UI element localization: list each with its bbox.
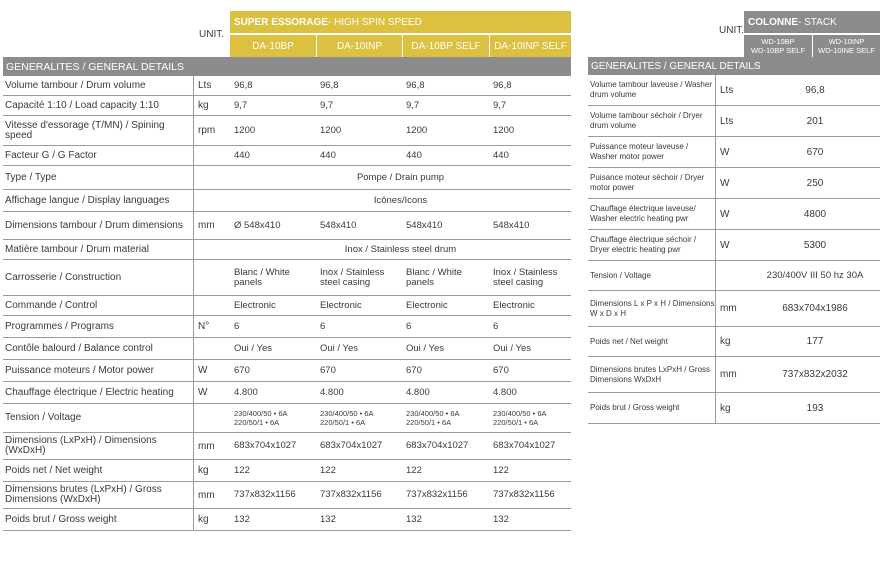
spec-value: 230/400/50 • 6A 220/50/1 • 6A xyxy=(320,409,374,427)
table-row xyxy=(588,291,880,327)
range-title-rest: - HIGH SPIN SPEED xyxy=(327,16,422,28)
spec-label: Chauffage électrique séchoir / Dryer electric heating pwr xyxy=(590,235,697,254)
spec-value: 440 xyxy=(320,149,336,161)
spec-value: Oui / Yes xyxy=(320,342,359,354)
spec-value: Oui / Yes xyxy=(406,342,445,354)
spec-value: 122 xyxy=(406,464,422,476)
spec-value: 683x704x1027 xyxy=(406,440,469,451)
spec-value: 670 xyxy=(406,364,422,376)
spec-label: Poids net / Net weight xyxy=(5,464,103,476)
spec-value: 548x410 xyxy=(320,219,357,231)
table-row xyxy=(3,116,571,146)
spec-value: 230/400/50 • 6A 220/50/1 • 6A xyxy=(493,409,547,427)
spec-table-stack xyxy=(588,11,880,424)
spec-value: 737x832x1156 xyxy=(406,489,468,500)
spec-unit: mm xyxy=(193,212,230,239)
table-row xyxy=(3,96,571,116)
spec-value: 440 xyxy=(406,149,422,161)
spec-label: Contôle balourd / Balance control xyxy=(5,342,153,354)
table-row xyxy=(588,230,880,261)
spec-value: 96,8 xyxy=(234,79,253,91)
spec-unit: W xyxy=(715,168,750,198)
table-row xyxy=(3,509,571,531)
spec-value: 737x832x1156 xyxy=(320,489,382,500)
spec-value: 683x704x1027 xyxy=(493,440,556,451)
spec-unit: N° xyxy=(193,316,230,337)
spec-rows xyxy=(3,76,571,531)
spec-value: 6 xyxy=(493,320,499,332)
spec-label: Dimensions (LxPxH) / Dimensions (WxDxH) xyxy=(5,435,157,456)
spec-value: Blanc / White panels xyxy=(406,266,462,288)
spec-label: Volume tambour laveuse / Washer drum volume xyxy=(590,80,712,99)
spec-value: 132 xyxy=(234,513,250,525)
spec-value: 670 xyxy=(320,364,336,376)
spec-value: 5300 xyxy=(803,239,827,251)
spec-value: 440 xyxy=(493,149,509,161)
spec-value: 96,8 xyxy=(493,79,512,91)
spec-value: 670 xyxy=(493,364,509,376)
table-row xyxy=(588,168,880,199)
spec-value: 122 xyxy=(320,464,336,476)
spec-value: Electronic xyxy=(493,299,535,311)
spec-value-all-models: Icônes/Icons xyxy=(373,195,428,206)
range-title-bold: SUPER ESSORAGE xyxy=(234,16,328,28)
spec-value: 122 xyxy=(493,464,509,476)
table-header xyxy=(3,11,571,57)
spec-value: 1200 xyxy=(320,124,342,136)
table-row xyxy=(3,360,571,382)
spec-unit: W xyxy=(715,137,750,167)
spec-label: Chauffage électrique / Electric heating xyxy=(5,386,174,398)
spec-label: Programmes / Programs xyxy=(5,320,114,332)
model-name: WD-10BP SELF xyxy=(750,46,806,55)
table-row xyxy=(3,296,571,316)
spec-value: 737x832x2032 xyxy=(782,369,848,380)
model-header xyxy=(744,35,812,57)
table-row xyxy=(588,327,880,357)
model-header-row xyxy=(230,35,571,57)
spec-label: Affichage langue / Display languages xyxy=(5,194,170,206)
spec-unit xyxy=(193,404,230,432)
spec-label: Dimensions L x P x H / Dimensions W x D x H xyxy=(590,298,715,318)
table-row xyxy=(3,482,571,509)
spec-unit: mm xyxy=(715,291,750,326)
spec-value: 6 xyxy=(406,320,412,332)
model-header: DA-10INP xyxy=(316,35,402,57)
section-header: GENERALITES / GENERAL DETAILS xyxy=(588,57,880,75)
range-title xyxy=(744,11,880,33)
model-header xyxy=(812,35,880,57)
spec-label: Tension / Voltage xyxy=(5,412,82,423)
spec-label: Type / Type xyxy=(5,171,57,183)
table-row xyxy=(3,212,571,240)
spec-unit: W xyxy=(715,230,750,260)
spec-value: 230/400V III 50 hz 30A xyxy=(766,270,864,281)
spec-unit xyxy=(193,260,230,295)
spec-unit xyxy=(193,190,230,211)
spec-unit: mm xyxy=(193,433,230,459)
spec-label: Vitesse d'essorage (T/MN) / Spining speed xyxy=(5,119,165,141)
spec-value: 4.800 xyxy=(406,386,430,398)
spec-label: Puisance moteur séchoir / Dryer motor power xyxy=(590,173,705,192)
spec-unit xyxy=(193,296,230,315)
spec-label: Poids brut / Gross weight xyxy=(5,513,117,525)
spec-value: 6 xyxy=(234,320,240,332)
spec-value-all-models: Pompe / Drain pump xyxy=(356,172,445,183)
table-row xyxy=(588,106,880,137)
spec-label: Chauffage électrique laveuse/ Washer electric heating pwr xyxy=(590,204,696,223)
model-name: WD-10INE SELF xyxy=(818,46,875,55)
spec-value: Electronic xyxy=(234,299,276,311)
spec-value: 548x410 xyxy=(493,219,530,231)
spec-value: 4.800 xyxy=(234,386,258,398)
spec-value: 683x704x1027 xyxy=(320,440,383,451)
spec-label: Poids net / Net weight xyxy=(590,336,668,346)
section-header: GENERALITES / GENERAL DETAILS xyxy=(3,57,571,76)
spec-value: 132 xyxy=(493,513,509,525)
spec-label: Puissance moteurs / Motor power xyxy=(5,364,154,376)
table-row xyxy=(3,240,571,260)
spec-unit: W xyxy=(715,199,750,229)
spec-unit xyxy=(715,261,750,290)
spec-label: Commande / Control xyxy=(5,299,98,311)
spec-rows xyxy=(588,75,880,424)
spec-value: 670 xyxy=(234,364,250,376)
table-row xyxy=(3,316,571,338)
spec-value: 230/400/50 • 6A 220/50/1 • 6A xyxy=(234,409,288,427)
spec-value: 96,8 xyxy=(320,79,339,91)
spec-unit: W xyxy=(193,360,230,381)
table-row xyxy=(588,393,880,424)
spec-value: 132 xyxy=(406,513,422,525)
spec-label: Poids brut / Gross weight xyxy=(590,403,680,412)
spec-value: 96,8 xyxy=(406,79,425,91)
spec-value: 683x704x1986 xyxy=(782,303,848,314)
spec-value: Electronic xyxy=(320,299,362,311)
table-row xyxy=(3,146,571,166)
table-row xyxy=(3,166,571,190)
spec-value: 440 xyxy=(234,149,250,161)
spec-value: 4.800 xyxy=(320,386,344,398)
table-row xyxy=(3,382,571,404)
model-name: WD-10INP xyxy=(828,37,865,46)
spec-value: Ø 548x410 xyxy=(234,219,281,231)
spec-value: 193 xyxy=(806,402,824,414)
table-row xyxy=(588,75,880,106)
spec-label: Dimensions brutes (LxPxH) / Gross Dimensions (WxDxH) xyxy=(5,484,162,505)
spec-label: Tension / Voltage xyxy=(590,270,651,280)
range-title-bold: COLONNE xyxy=(748,16,798,28)
table-row xyxy=(588,199,880,230)
spec-value: 122 xyxy=(234,464,250,476)
table-row xyxy=(3,404,571,433)
spec-value: 9,7 xyxy=(406,99,420,111)
spec-value: 177 xyxy=(806,336,824,347)
table-row xyxy=(3,460,571,482)
spec-unit: mm xyxy=(715,357,750,392)
spec-value: 1200 xyxy=(406,124,428,136)
spec-value: 9,7 xyxy=(234,99,248,111)
table-row xyxy=(3,260,571,296)
unit-column-header: UNIT. xyxy=(199,28,224,40)
spec-unit xyxy=(193,240,230,259)
spec-label: Capacité 1:10 / Load capacity 1:10 xyxy=(5,99,159,111)
spec-unit: Lts xyxy=(193,76,230,95)
spec-value: 670 xyxy=(806,146,824,158)
spec-table-high-spin xyxy=(3,11,571,531)
table-row xyxy=(3,433,571,460)
spec-label: Volume tambour séchoir / Dryer drum volume xyxy=(590,111,703,130)
range-title xyxy=(230,11,571,33)
table-row xyxy=(588,137,880,168)
spec-unit: kg xyxy=(193,460,230,481)
model-header: DA-10BP xyxy=(230,35,316,57)
model-name: WD-10BP xyxy=(761,37,795,46)
spec-value: 9,7 xyxy=(320,99,334,111)
spec-value: 4800 xyxy=(803,208,827,220)
spec-value: 1200 xyxy=(493,124,515,136)
spec-label: Facteur G / G Factor xyxy=(5,149,97,161)
unit-column-header: UNIT. xyxy=(719,25,744,36)
range-title-rest: - STACK xyxy=(798,16,837,28)
spec-unit xyxy=(193,166,230,189)
spec-unit: kg xyxy=(193,96,230,115)
spec-value: 737x832x1156 xyxy=(493,489,555,500)
spec-value: 250 xyxy=(806,177,824,189)
spec-unit: W xyxy=(193,382,230,403)
spec-value: Inox / Stainless steel casing xyxy=(320,266,385,288)
table-row xyxy=(588,261,880,291)
spec-value: 737x832x1156 xyxy=(234,489,296,500)
spec-value: 201 xyxy=(806,115,824,127)
model-header: DA-10BP SELF xyxy=(402,35,489,57)
spec-value: 6 xyxy=(320,320,326,332)
spec-value: 96,8 xyxy=(805,84,825,96)
spec-unit: rpm xyxy=(193,116,230,145)
spec-value: 1200 xyxy=(234,124,256,136)
spec-unit xyxy=(193,146,230,165)
table-row xyxy=(3,76,571,96)
table-row xyxy=(3,190,571,212)
spec-value: 132 xyxy=(320,513,336,525)
model-header: DA-10INP SELF xyxy=(489,35,571,57)
spec-label: Carrosserie / Construction xyxy=(5,271,122,283)
spec-label: Dimensions tambour / Drum dimensions xyxy=(5,219,183,231)
spec-unit: mm xyxy=(193,482,230,508)
spec-value: Blanc / White panels xyxy=(234,266,290,288)
spec-label: Dimensions brutes LxPxH / Gross Dimensions WxDxH xyxy=(590,364,711,384)
spec-value-all-models: Inox / Stainless steel drum xyxy=(344,244,457,255)
spec-unit: kg xyxy=(193,509,230,530)
spec-label: Matière tambour / Drum material xyxy=(5,243,149,255)
spec-value: 230/400/50 • 6A 220/50/1 • 6A xyxy=(406,409,460,427)
spec-value: 4.800 xyxy=(493,386,517,398)
spec-unit: Lts xyxy=(715,75,750,105)
spec-unit xyxy=(193,338,230,359)
spec-value: 683x704x1027 xyxy=(234,440,297,451)
spec-unit: kg xyxy=(715,393,750,423)
model-header-row xyxy=(744,35,880,57)
spec-label: Volume tambour / Drum volume xyxy=(5,79,146,91)
spec-value: Oui / Yes xyxy=(493,342,532,354)
table-header xyxy=(588,11,880,57)
table-row xyxy=(3,338,571,360)
spec-label: Puissance moteur laveuse / Washer motor power xyxy=(590,142,689,161)
spec-unit: Lts xyxy=(715,106,750,136)
spec-value: Electronic xyxy=(406,299,448,311)
spec-value: Oui / Yes xyxy=(234,342,273,354)
spec-value: Inox / Stainless steel casing xyxy=(493,266,558,288)
spec-unit: kg xyxy=(715,327,750,356)
spec-value: 548x410 xyxy=(406,219,443,231)
spec-value: 9,7 xyxy=(493,99,507,111)
table-row xyxy=(588,357,880,393)
